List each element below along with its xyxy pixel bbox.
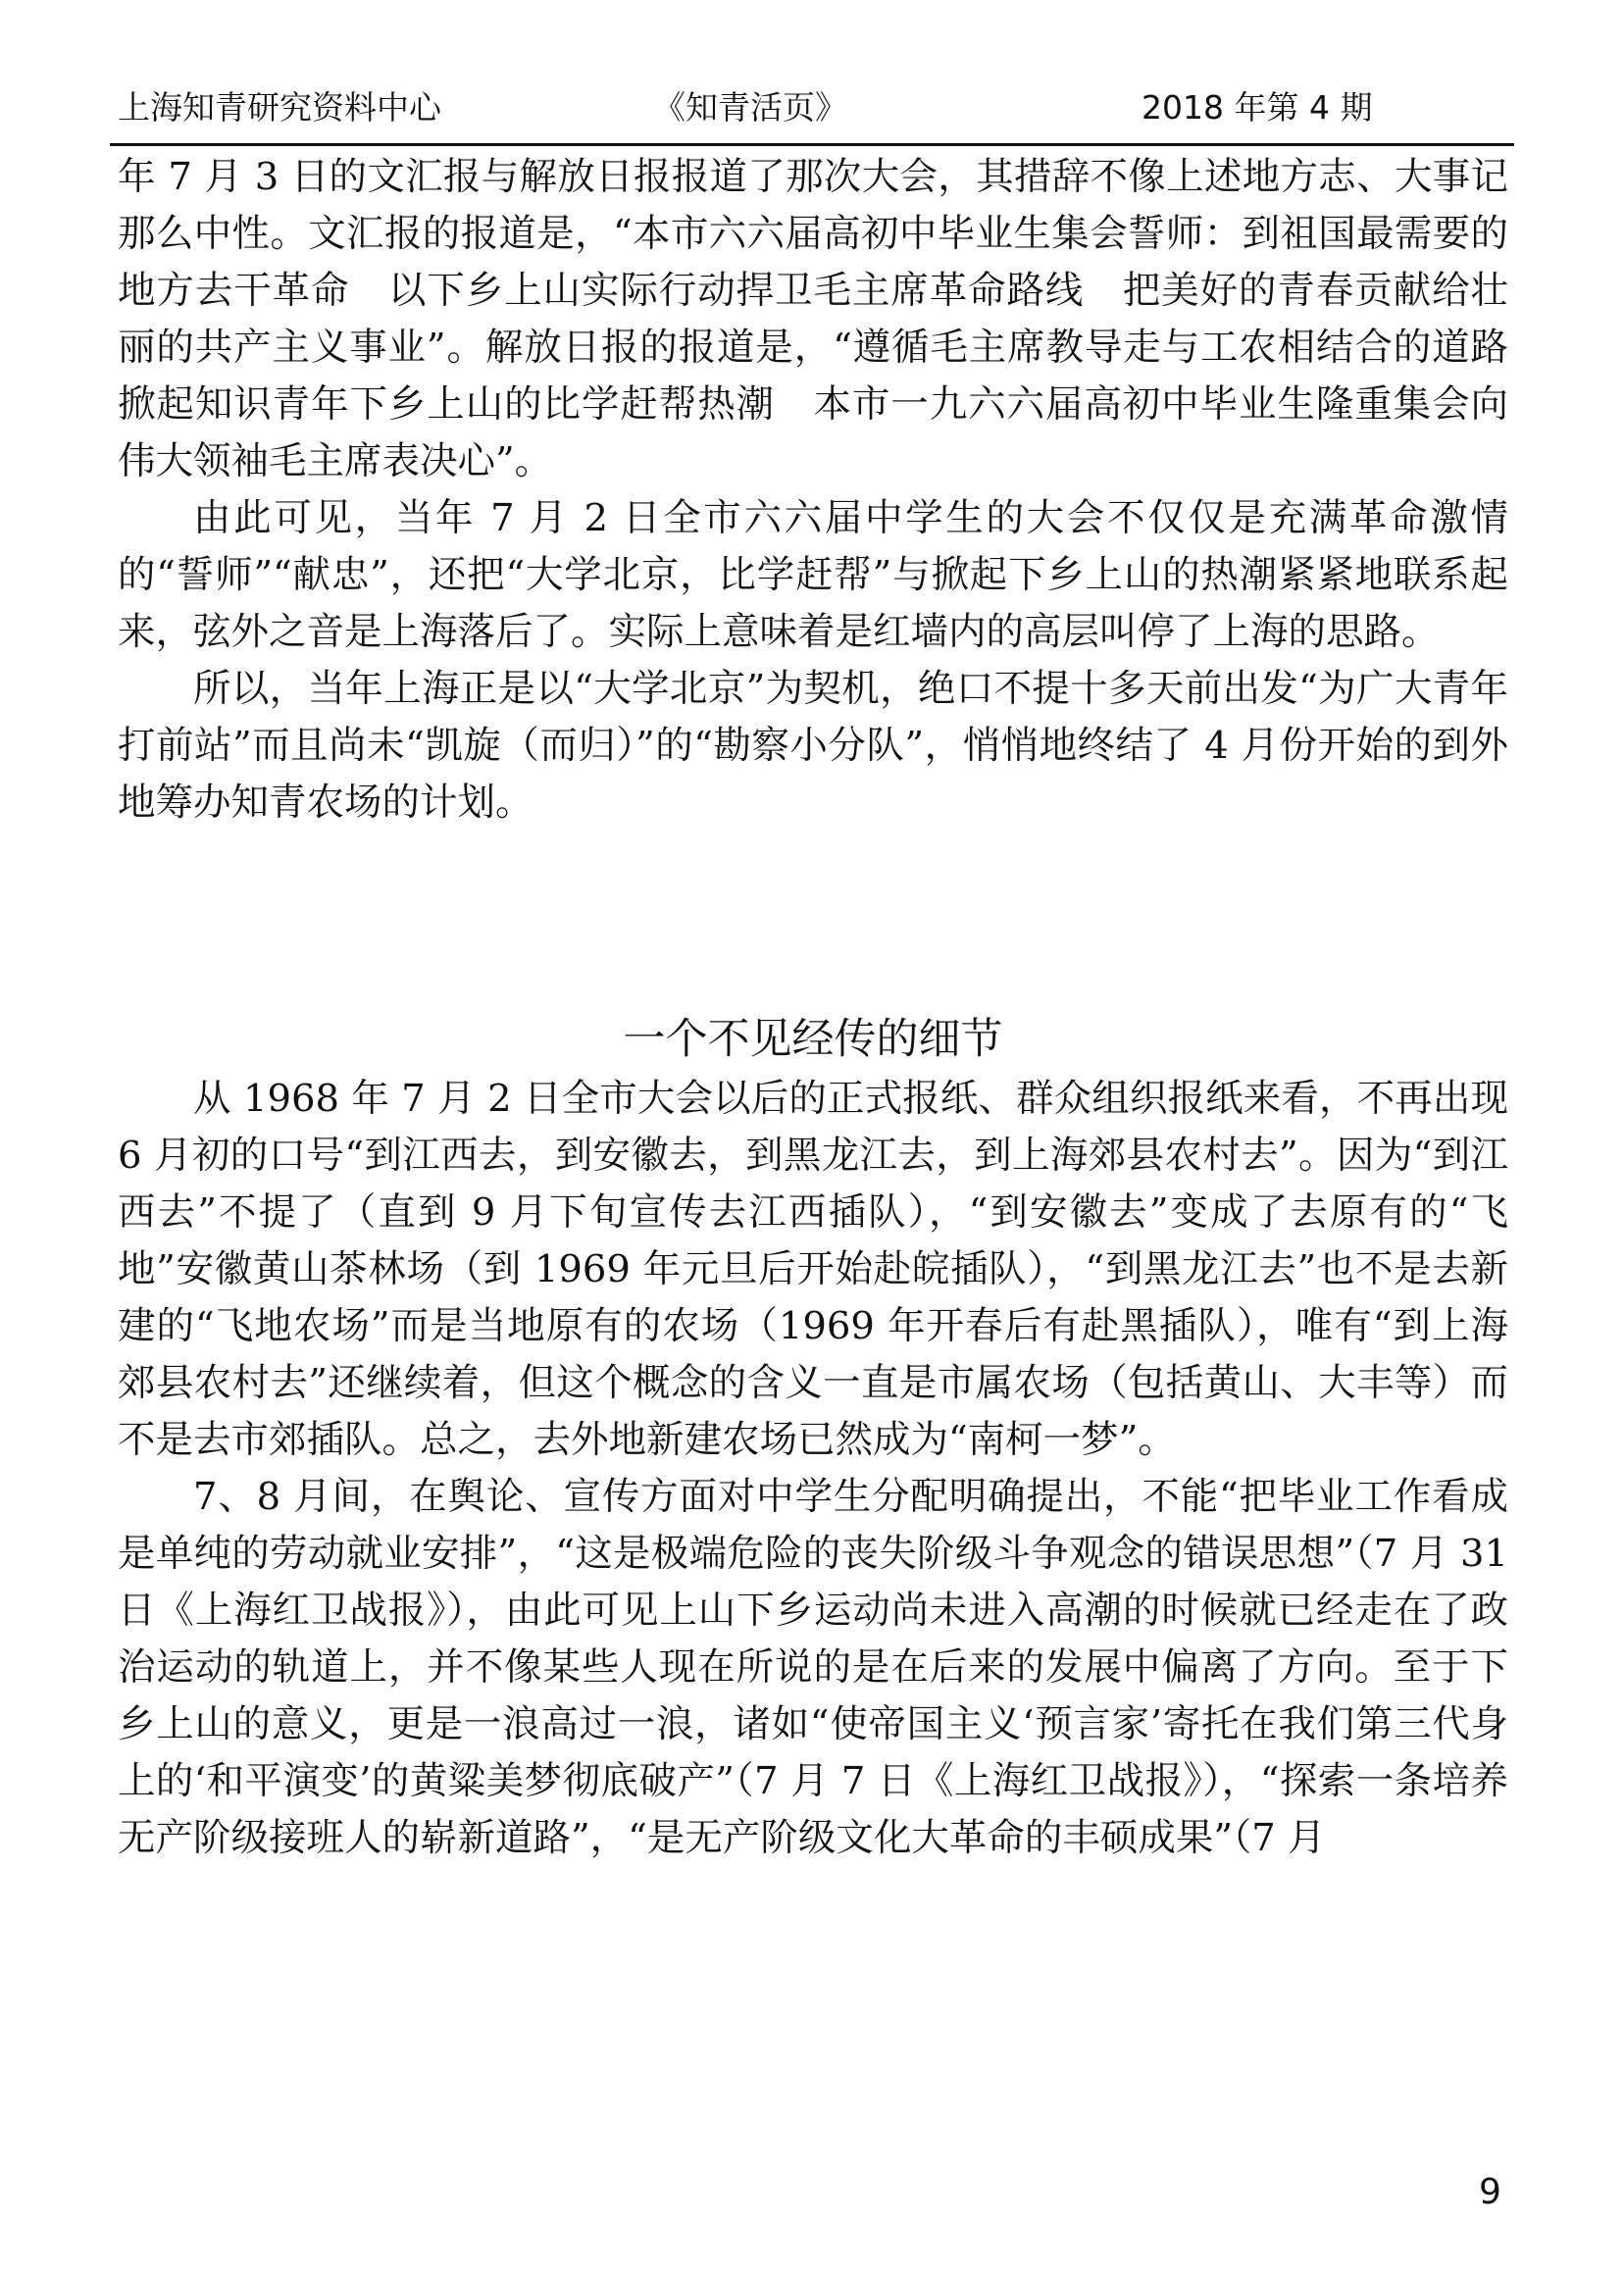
page-header: [118, 76, 1510, 135]
paragraph: 从 1968 年 7 月 2 日全市大会以后的正式报纸、群众组织报纸来看，不再出现 6 月初的口号“到江西去，到安徽去，到黑龙江去，到上海郊县农村去”。因为“到江西去”不提了（直到 9 月下旬宣传去江西插队），“到安徽去”变成了去原有的“飞地”安徽黄山茶林场（到 1969 年元旦后开始赴皖插队），“到黑龙江去”也不是去新建的“飞地农场”而是当地原有的农场（1969 年开春后有赴黑插队），唯有“到上海郊县农村去”还继续着，但这个概念的含义一直是市属农场（包括黄山、大丰等）而不是去市郊插队。总之，去外地新建农场已然成为“南柯一梦”。: [118, 1077, 1508, 1462]
section-body: [118, 1071, 1508, 1867]
header-rule: [110, 143, 1514, 146]
paragraph: 所以，当年上海正是以“大学北京”为契机，绝口不提十多天前出发“为广大青年打前站”而且尚未“凯旋（而归）”的“勘察小分队”，悄悄地终结了 4 月份开始的到外地筹办知青农场的计划。: [118, 667, 1508, 825]
header-organization: 上海知青研究资料中心: [118, 88, 441, 126]
paragraph: 由此可见，当年 7 月 2 日全市六六届中学生的大会不仅仅是充满革命激情的“誓师”“献忠”，还把“大学北京，比学赶帮”与掀起下乡上山的热潮紧紧地联系起来，弦外之音是上海落后了。实际上意味着是红墙内的高层叫停了上海的思路。: [118, 496, 1508, 654]
header-publication: 《知青活页》: [653, 88, 847, 126]
page-number: 9: [1479, 2172, 1501, 2212]
paragraph-continued: 年 7 月 3 日的文汇报与解放日报报道了那次大会，其措辞不像上述地方志、大事记那么中性。文汇报的报道是，“本市六六届高初中毕业生集会誓师：到祖国最需要的地方去干革命 以下乡上山实际行动捍卫毛主席革命路线 把美好的青春贡献给壮丽的共产主义事业”。解放日报的报道是，“遵循毛主席教导走与工农相结合的道路 掀起知识青年下乡上山的比学赶帮热潮 本市一九六六届高初中毕业生隆重集会向伟大领袖毛主席表决心”。: [118, 155, 1547, 483]
section-heading: 一个不见经传的细节: [623, 1015, 1003, 1064]
header-issue: 2018 年第 4 期: [1142, 88, 1373, 126]
body-text: [118, 149, 1547, 832]
paragraph: 7、8 月间，在舆论、宣传方面对中学生分配明确提出，不能“把毕业工作看成是单纯的劳动就业安排”，“这是极端危险的丧失阶级斗争观念的错误思想”（7 月 31 日《上海红卫战报》），由此可见上山下乡运动尚未进入高潮的时候就已经走在了政治运动的轨道上，并不像某些人现在所说的是在后来的发展中偏离了方向。至于下乡上山的意义，更是一浪高过一浪，诸如“使帝国主义‘预言家’寄托在我们第三代身上的‘和平演变’的黄粱美梦彻底破产”（7 月 7 日《上海红卫战报》），“探索一条培养无产阶级接班人的崭新道路”，“是无产阶级文化大革命的丰硕成果”（7 月: [118, 1475, 1508, 1860]
